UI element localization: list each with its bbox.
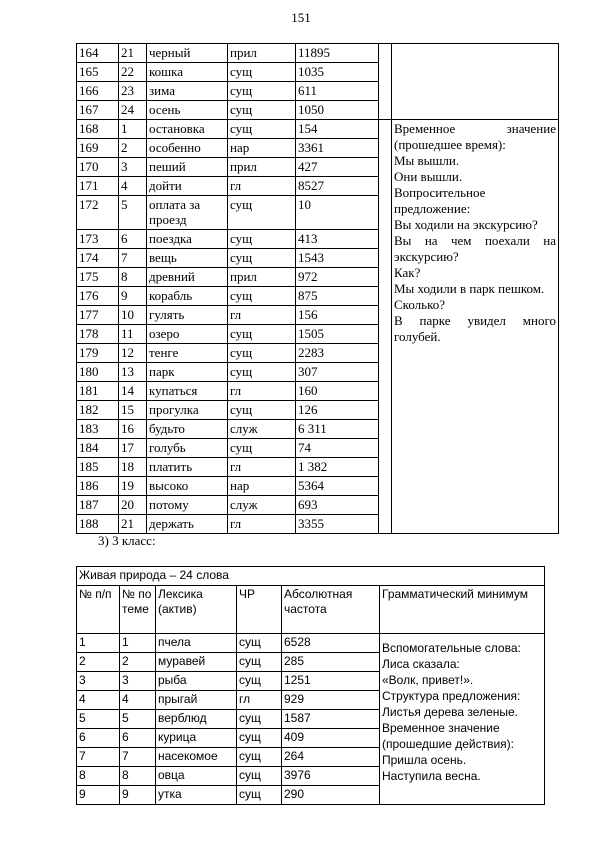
cell-theme-number: 9 [119, 287, 147, 306]
cell-number: 175 [77, 268, 119, 287]
cell-number: 183 [77, 420, 119, 439]
cell-number: 178 [77, 325, 119, 344]
cell-pos: служ [228, 496, 296, 515]
cell-frequency: 1543 [296, 249, 379, 268]
cell-pos: прил [228, 44, 296, 63]
note-line: Сколько? [394, 297, 445, 312]
cell-word: платить [147, 458, 228, 477]
cell-theme-number: 3 [119, 158, 147, 177]
cell-pos: сущ [237, 672, 282, 691]
note-line: Вы ходили на экскурсию? [394, 217, 538, 232]
cell-frequency: 2283 [296, 344, 379, 363]
cell-number: 168 [77, 120, 119, 139]
cell-number: 181 [77, 382, 119, 401]
cell-theme-number: 1 [119, 120, 147, 139]
cell-pos: прил [228, 158, 296, 177]
cell-word: вещь [147, 249, 228, 268]
note-line: Временное значение (прошедшее время): [394, 121, 556, 152]
cell-frequency: 126 [296, 401, 379, 420]
cell-number: 180 [77, 363, 119, 382]
cell-word: купаться [147, 382, 228, 401]
cell-pos: сущ [228, 196, 296, 230]
cell-frequency: 3361 [296, 139, 379, 158]
cell-word: поездка [147, 230, 228, 249]
cell-number: 182 [77, 401, 119, 420]
table-row [77, 44, 559, 63]
grammar-line: Временное значение (прошедшие действия): [382, 721, 514, 751]
grammar-line: Структура предложения: [382, 689, 521, 703]
cell-theme-number: 3 [120, 672, 156, 691]
cell-word: держать [147, 515, 228, 534]
cell-theme-number: 23 [119, 82, 147, 101]
cell-word: прогулка [147, 401, 228, 420]
cell-theme-number: 2 [119, 139, 147, 158]
cell-pos: сущ [228, 82, 296, 101]
empty-cell [379, 120, 392, 534]
cell-pos: сущ [237, 653, 282, 672]
cell-number: 188 [77, 515, 119, 534]
cell-word: насекомое [156, 748, 237, 767]
cell-pos: сущ [228, 230, 296, 249]
empty-cell [379, 44, 392, 120]
cell-theme-number: 14 [119, 382, 147, 401]
cell-theme-number: 8 [120, 767, 156, 786]
cell-number: 165 [77, 63, 119, 82]
cell-frequency: 5364 [296, 477, 379, 496]
cell-pos: гл [237, 691, 282, 710]
cell-frequency: 74 [296, 439, 379, 458]
grammar-note [392, 120, 559, 534]
cell-number: 3 [77, 672, 120, 691]
empty-cell [392, 44, 559, 120]
note-line: Вопросительное предложение: [394, 185, 486, 216]
cell-pos: сущ [228, 63, 296, 82]
cell-pos: гл [228, 177, 296, 196]
cell-frequency: 3355 [296, 515, 379, 534]
cell-pos: сущ [237, 748, 282, 767]
page-number: 151 [291, 10, 311, 25]
cell-frequency: 6 311 [296, 420, 379, 439]
vocabulary-table-grade-3 [76, 566, 545, 805]
cell-theme-number: 19 [119, 477, 147, 496]
cell-theme-number: 6 [119, 230, 147, 249]
cell-theme-number: 4 [119, 177, 147, 196]
cell-word: муравей [156, 653, 237, 672]
cell-pos: сущ [228, 249, 296, 268]
cell-frequency: 693 [296, 496, 379, 515]
cell-frequency: 154 [296, 120, 379, 139]
cell-number: 166 [77, 82, 119, 101]
grammar-line: Пришла осень. [382, 753, 467, 767]
cell-pos: гл [228, 515, 296, 534]
section-label-grade-3: 3) 3 класс: [98, 533, 156, 548]
cell-pos: сущ [228, 401, 296, 420]
cell-number: 169 [77, 139, 119, 158]
cell-frequency: 1050 [296, 101, 379, 120]
cell-theme-number: 21 [119, 515, 147, 534]
cell-number: 5 [77, 710, 120, 729]
cell-word: оплата за проезд [147, 196, 228, 230]
cell-pos: сущ [237, 786, 282, 805]
cell-number: 170 [77, 158, 119, 177]
header-frequency: Абсолютная частота [282, 586, 380, 634]
cell-word: потому [147, 496, 228, 515]
cell-pos: гл [228, 382, 296, 401]
cell-word: остановка [147, 120, 228, 139]
cell-frequency: 929 [282, 691, 380, 710]
grammar-line: Лиса сказала: [382, 657, 460, 671]
cell-theme-number: 24 [119, 101, 147, 120]
cell-frequency: 264 [282, 748, 380, 767]
cell-frequency: 1587 [282, 710, 380, 729]
header-pos: ЧР [237, 586, 282, 634]
cell-theme-number: 22 [119, 63, 147, 82]
note-line: Мы вышли. [394, 153, 460, 168]
cell-number: 167 [77, 101, 119, 120]
grammar-minimum [380, 634, 545, 805]
cell-theme-number: 21 [119, 44, 147, 63]
cell-pos: сущ [228, 344, 296, 363]
cell-word: древний [147, 268, 228, 287]
cell-frequency: 409 [282, 729, 380, 748]
cell-pos: сущ [228, 363, 296, 382]
cell-pos: служ [228, 420, 296, 439]
cell-word: верблюд [156, 710, 237, 729]
cell-theme-number: 16 [119, 420, 147, 439]
cell-word: утка [156, 786, 237, 805]
header-lexis: Лексика (актив) [156, 586, 237, 634]
cell-number: 187 [77, 496, 119, 515]
cell-pos: сущ [237, 767, 282, 786]
cell-word: корабль [147, 287, 228, 306]
note-line: Как? [394, 265, 421, 280]
cell-theme-number: 9 [120, 786, 156, 805]
cell-frequency: 413 [296, 230, 379, 249]
cell-frequency: 290 [282, 786, 380, 805]
cell-theme-number: 5 [119, 196, 147, 230]
cell-word: особенно [147, 139, 228, 158]
cell-frequency: 427 [296, 158, 379, 177]
cell-frequency: 1 382 [296, 458, 379, 477]
cell-frequency: 307 [296, 363, 379, 382]
cell-frequency: 11895 [296, 44, 379, 63]
cell-frequency: 156 [296, 306, 379, 325]
header-num-theme: № по теме [120, 586, 156, 634]
cell-number: 173 [77, 230, 119, 249]
cell-frequency: 8527 [296, 177, 379, 196]
cell-pos: сущ [237, 634, 282, 653]
table-row [77, 120, 559, 139]
cell-number: 8 [77, 767, 120, 786]
cell-number: 9 [77, 786, 120, 805]
cell-word: озеро [147, 325, 228, 344]
cell-number: 171 [77, 177, 119, 196]
cell-number: 7 [77, 748, 120, 767]
cell-number: 185 [77, 458, 119, 477]
cell-number: 174 [77, 249, 119, 268]
cell-theme-number: 6 [120, 729, 156, 748]
note-line: Вы на чем поехали на экскурсию? [394, 233, 556, 264]
cell-theme-number: 17 [119, 439, 147, 458]
cell-theme-number: 5 [120, 710, 156, 729]
grammar-line: Листья дерева зеленые. [382, 705, 519, 719]
cell-number: 184 [77, 439, 119, 458]
header-grammar: Грамматический минимум [380, 586, 545, 634]
cell-number: 177 [77, 306, 119, 325]
cell-theme-number: 11 [119, 325, 147, 344]
cell-frequency: 1505 [296, 325, 379, 344]
table-title: Живая природа – 24 слова [77, 567, 545, 586]
grammar-line: «Волк, привет!». [382, 673, 474, 687]
cell-theme-number: 10 [119, 306, 147, 325]
cell-pos: сущ [228, 101, 296, 120]
cell-pos: прил [228, 268, 296, 287]
cell-word: тенге [147, 344, 228, 363]
cell-word: голубь [147, 439, 228, 458]
grammar-line: Вспомогательные слова: [382, 641, 521, 655]
cell-frequency: 3976 [282, 767, 380, 786]
cell-number: 164 [77, 44, 119, 63]
cell-word: овца [156, 767, 237, 786]
cell-theme-number: 4 [120, 691, 156, 710]
cell-word: гулять [147, 306, 228, 325]
cell-number: 6 [77, 729, 120, 748]
cell-number: 176 [77, 287, 119, 306]
cell-theme-number: 7 [120, 748, 156, 767]
cell-frequency: 10 [296, 196, 379, 230]
cell-theme-number: 1 [120, 634, 156, 653]
vocabulary-table-continued [76, 43, 559, 534]
cell-pos: нар [228, 139, 296, 158]
cell-pos: сущ [228, 325, 296, 344]
cell-number: 4 [77, 691, 120, 710]
cell-word: будьто [147, 420, 228, 439]
cell-number: 1 [77, 634, 120, 653]
cell-word: курица [156, 729, 237, 748]
cell-theme-number: 7 [119, 249, 147, 268]
cell-number: 172 [77, 196, 119, 230]
cell-theme-number: 20 [119, 496, 147, 515]
cell-pos: нар [228, 477, 296, 496]
cell-word: парк [147, 363, 228, 382]
note-line: Мы ходили в парк пешком. [394, 281, 545, 296]
note-line: Они вышли. [394, 169, 463, 184]
header-num: № п/п [77, 586, 120, 634]
cell-frequency: 285 [282, 653, 380, 672]
cell-pos: гл [228, 458, 296, 477]
cell-frequency: 875 [296, 287, 379, 306]
cell-pos: сущ [228, 287, 296, 306]
cell-word: зима [147, 82, 228, 101]
cell-pos: сущ [228, 439, 296, 458]
cell-number: 2 [77, 653, 120, 672]
cell-theme-number: 18 [119, 458, 147, 477]
cell-theme-number: 2 [120, 653, 156, 672]
cell-theme-number: 15 [119, 401, 147, 420]
table-row [77, 634, 545, 653]
cell-word: рыба [156, 672, 237, 691]
cell-number: 186 [77, 477, 119, 496]
grammar-line: Наступила весна. [382, 769, 481, 783]
cell-pos: сущ [237, 729, 282, 748]
cell-frequency: 1251 [282, 672, 380, 691]
cell-frequency: 160 [296, 382, 379, 401]
cell-word: осень [147, 101, 228, 120]
cell-word: пеший [147, 158, 228, 177]
cell-theme-number: 12 [119, 344, 147, 363]
cell-pos: сущ [228, 120, 296, 139]
cell-frequency: 6528 [282, 634, 380, 653]
cell-frequency: 972 [296, 268, 379, 287]
cell-word: пчела [156, 634, 237, 653]
cell-number: 179 [77, 344, 119, 363]
cell-word: дойти [147, 177, 228, 196]
cell-pos: гл [228, 306, 296, 325]
cell-frequency: 1035 [296, 63, 379, 82]
cell-frequency: 611 [296, 82, 379, 101]
cell-theme-number: 13 [119, 363, 147, 382]
note-line: В парке увидел много голубей. [394, 313, 556, 344]
cell-theme-number: 8 [119, 268, 147, 287]
cell-pos: сущ [237, 710, 282, 729]
cell-word: кошка [147, 63, 228, 82]
cell-word: высоко [147, 477, 228, 496]
cell-word: прыгай [156, 691, 237, 710]
cell-word: черный [147, 44, 228, 63]
